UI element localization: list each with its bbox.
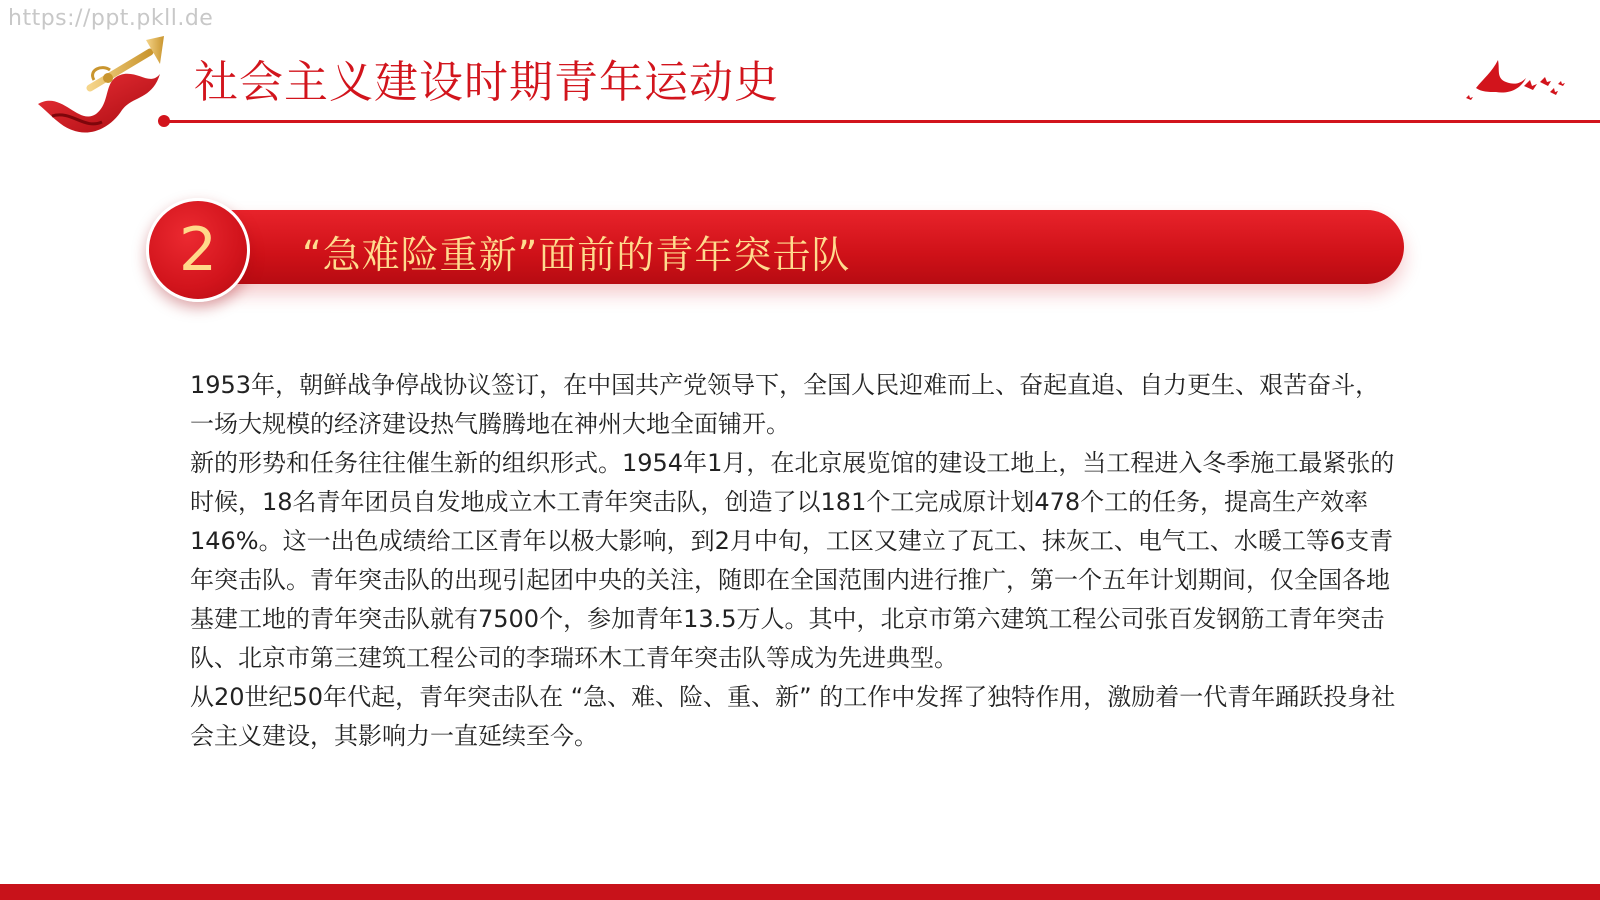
section-number: 2 xyxy=(178,215,218,285)
body-paragraph: 从20世纪50年代起，青年突击队在 “急、难、险、重、新” 的工作中发挥了独特作用，激励着一代青年踊跃投身社会主义建设，其影响力一直延续至今。 xyxy=(190,683,1396,750)
section-title: “急难险重新”面前的青年突击队 xyxy=(302,233,851,277)
section-number-badge xyxy=(146,198,250,302)
flying-birds-icon xyxy=(1462,52,1574,104)
header-divider-line xyxy=(166,120,1600,123)
header-divider-dot xyxy=(158,115,170,127)
body-paragraph: 新的形势和任务往往催生新的组织形式。1954年1月，在北京展览馆的建设工地上，当工程进入冬季施工最紧张的时候，18名青年团员自发地成立木工青年突击队，创造了以181个工完成原计划478个工的任务，提高生产效率146%。这一出色成绩给工区青年以极大影响，到2月中旬，工区又建立了瓦工、抹灰工、电气工、水暖工等6支青年突击队。青年突击队的出现引起团中央的关注，随即在全国范围内进行推广，第一个五年计划期间，仅全国各地基建工地的青年突击队就有7500个，参加青年13.5万人。其中，北京市第六建筑工程公司张百发钢筋工青年突击队、北京市第三建筑工程公司的李瑞环木工青年突击队等成为先进典型。 xyxy=(190,449,1395,672)
trumpet-ribbon-logo-icon xyxy=(32,30,172,142)
body-text xyxy=(190,366,1400,756)
watermark-text: https://ppt.pkll.de xyxy=(8,6,214,31)
header-title: 社会主义建设时期青年运动史 xyxy=(194,57,779,108)
body-paragraph: 1953年，朝鲜战争停战协议签订，在中国共产党领导下，全国人民迎难而上、奋起直追、自力更生、艰苦奋斗，一场大规模的经济建设热气腾腾地在神州大地全面铺开。 xyxy=(190,371,1380,438)
footer-bar xyxy=(0,884,1600,900)
